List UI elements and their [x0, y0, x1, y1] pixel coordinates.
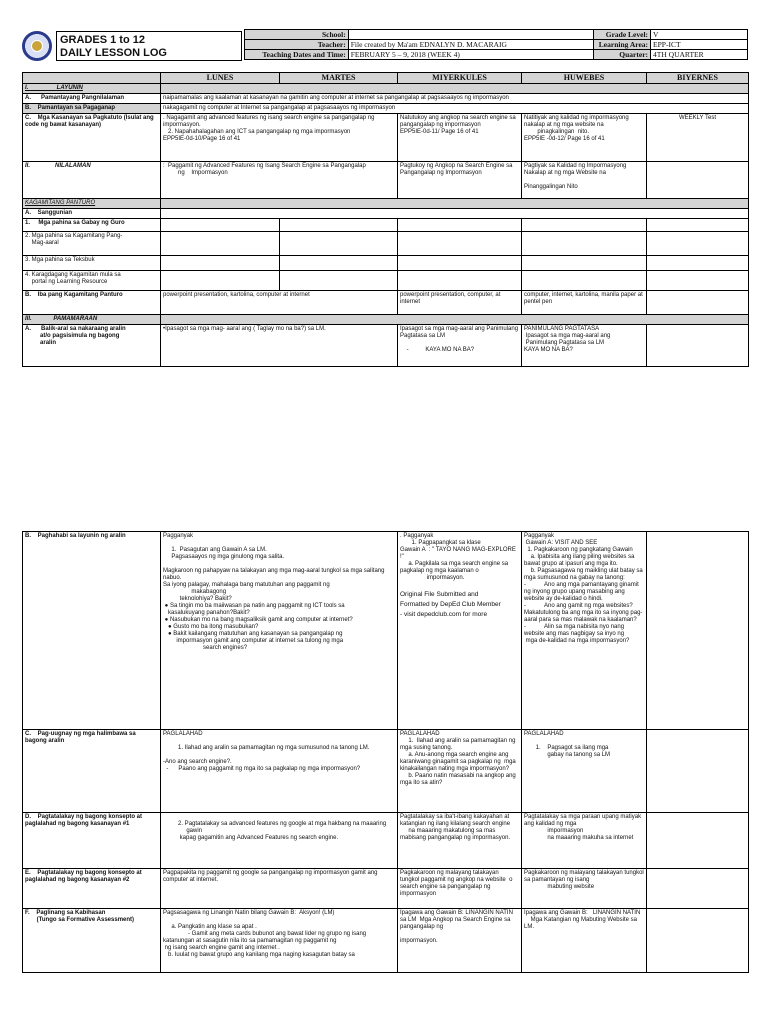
karagdagang-lunes	[161, 271, 280, 291]
school-value	[348, 30, 594, 40]
day-header-miyerkules: MIYERKULES	[398, 73, 522, 84]
pagtatalakay-2-biyernes	[647, 869, 749, 909]
gabay-miyerkules	[398, 219, 522, 232]
deped-seal-logo	[22, 31, 52, 61]
balik-aral-biyernes	[647, 325, 749, 367]
teksbuk-miyerkules	[398, 256, 522, 271]
corner-header-cell	[23, 73, 161, 84]
paghahabi-miyerkules-text: . Pagganyak 1. Pagpapangkat sa klase Gawain A : " TAYO NANG MAG-EXPLORE !" a. Pagkilala sa mga search engine sa pagkalap ng mga kaalaman o impormasyon.	[400, 533, 516, 581]
pamantayang-value: naipamamalas ang kaalaman at kasanayan na gamitin ang computer at internet sa pangangalap at pagsasaayos ng impormasyon	[161, 94, 749, 104]
kagamitang-pang-biyernes	[647, 232, 749, 256]
learning-area-label: Learning Area:	[594, 40, 651, 50]
paglinang-label: F. Paglinang sa Kabihasan (Tungo sa Formative Assessment)	[23, 909, 161, 973]
balik-aral-miyerkules: Ipasagot sa mga mag-aaral ang Panimulang Pagtatasa sa LM - KAYA MO NA BA?	[398, 325, 522, 367]
karagdagang-biyernes	[647, 271, 749, 291]
iba-pang-lunes: powerpoint presentation, kartolina, computer at internet	[161, 291, 398, 315]
paguugnay-huwebes: PAGLALAHAD 1. Pagsagot sa ilang mga gabay na tanong sa LM	[522, 730, 647, 813]
pagaganap-value: nakagagamit ng computer at Internet sa pangangalap at pagsasaayos ng impormasyon	[161, 104, 749, 114]
watermark-line-2: Formatted by DepEd Club Member	[400, 601, 501, 608]
gabay-huwebes	[522, 219, 647, 232]
balik-aral-lunes: •Ipasagot sa mga mag- aaral ang ( Taglay mo na ba?) sa LM.	[161, 325, 398, 367]
pamamaraan-heading-fill	[161, 315, 749, 325]
karagdagang-miyerkules	[398, 271, 522, 291]
pagaganap-label: B. Pamantayan sa Pagaganap	[23, 104, 161, 114]
teaching-dates-label: Teaching Dates and Time:	[245, 50, 349, 60]
gabay-label: 1. Mga pahina sa Gabay ng Guro	[23, 219, 161, 232]
grade-level-value: V	[651, 30, 748, 40]
sanggunian-fill	[161, 209, 749, 219]
teksbuk-martes	[280, 256, 398, 271]
balik-aral-huwebes: PANIMULANG PAGTATASA Ipasagot sa mga mag-aaral ang Panimulang Pagtatasa sa LM KAYA MO NA BA?	[522, 325, 647, 367]
day-header-lunes: LUNES	[161, 73, 280, 84]
day-header-huwebes: HUWEBES	[522, 73, 647, 84]
paghahabi-lunes: Pagganyak 1. Pasagutan ang Gawain A sa LM. Pagsasaayos ng mga ginulong mga salita. Magkaroon ng pahapyaw na talakayan ang mga mag-aaral tungkol sa mga salitang nabuo. Sa iyong palagay, mahalaga bang matutuhan ang paggamit ng makabagong teknolohiya? Bakit? ● Sa tingin mo ba maiiwasan pa natin ang paggamit ng ICT tools sa kasalukuyang panahon?Bakit? ● Nasubukan mo na bang magsaliksik gamit ang computer at internet? ● Gusto mo ba itong masubukan? ● Bakit kailangang matutuhan ang kasanayan sa pangangalap ng impormasyon gamit ang computer at internet sa tulong ng mga search engines?	[161, 532, 398, 730]
header-info-table	[244, 29, 748, 60]
paglinang-huwebes: Ipagawa ang Gawain B: LINANGIN NATIN Mga Katangian ng Mabuting Website sa LM.	[522, 909, 647, 973]
teksbuk-lunes	[161, 256, 280, 271]
kagamitang-pang-lunes	[161, 232, 280, 256]
day-header-biyernes: BIYERNES	[647, 73, 749, 84]
teacher-label: Teacher:	[245, 40, 349, 50]
iba-pang-biyernes	[647, 291, 749, 315]
pamamaraan-heading: III. PAMAMARAAN	[23, 315, 161, 325]
quarter-value: 4TH QUARTER	[651, 50, 748, 60]
gabay-biyernes	[647, 219, 749, 232]
kagamitang-pang-label: 2. Mga pahina sa Kagamitang Pang- Mag-aaral	[23, 232, 161, 256]
gabay-martes	[280, 219, 398, 232]
kasanayan-miyerkules: Natutukoy ang angkop na search engine sa pangangalap ng impormasyon EPP5IE-0d-11/ Page 16 of 41	[398, 114, 522, 162]
teksbuk-biyernes	[647, 256, 749, 271]
nilalaman-biyernes	[647, 162, 749, 199]
kagamitang-panturo-heading: KAGAMITANG PANTURO	[23, 199, 161, 209]
school-label: School:	[245, 30, 349, 40]
pagtatalakay-1-lunes: 2. Pagtatalakay sa advanced features ng google at mga hakbang na maaaring gawin kapag gagamitin ang Advanced Features ng search engine.	[161, 813, 398, 869]
paghahabi-huwebes: Pagganyak Gawain A: VISIT AND SEE 1. Pagkakaroon ng pangkatang Gawain a. Ipabisita ang ilang piling websites sa bawat grupo at ipasuri ang mga ito. b. Pagsasagawa ng maikling ulat batay sa mga sumusunod na gabay na tanong: - Ano ang mga pamantayang ginamit ng inyong grupo upang masabing ang website ay de-kalidad o hindi. - Ano ang gamit ng mga websites? Makatutulong ba ang mga ito sa inyong pag-aaral para sa mas malawak na kaalaman? - Alin sa mga nabisita nyo nang website ang mas nagbigay sa inyo ng mga de-kalidad na mga impormasyon?	[522, 532, 647, 730]
paguugnay-label: C. Pag-uugnay ng mga halimbawa sa bagong aralin	[23, 730, 161, 813]
paghahabi-label: B. Paghahabi sa layunin ng aralin	[23, 532, 161, 730]
pagtatalakay-1-huwebes: Pagtatalakay sa mga paraan upang matiyak ang kalidad ng mga impormasyon na maaaring makuha sa internet	[522, 813, 647, 869]
teaching-dates-value: FEBRUARY 5 – 9, 2018 (WEEK 4)	[348, 50, 594, 60]
lesson-log-header	[20, 29, 748, 69]
lesson-plan-table-top	[22, 72, 749, 367]
kasanayan-huwebes: Natitiyak ang kalidad ng impormasyong nakalap at ng mga website na pinagkalingan nito. EPP5IE -0d-12/ Page 16 of 41	[522, 114, 647, 162]
paguugnay-biyernes	[647, 730, 749, 813]
paglinang-biyernes	[647, 909, 749, 973]
grade-level-label: Grade Level:	[594, 30, 651, 40]
watermark-line-3: - visit depedclub.com for more	[400, 611, 488, 618]
nilalaman-label: II. NILALAMAN	[23, 162, 161, 199]
paguugnay-miyerkules: PAGLALAHAD 1. Ilahad ang aralin sa pamamagitan ng mga susing tanong. a. Anu-anong mga search engine ang karaniwang ginagamit sa pagkalap ng mga kinakailangan nating mga impormasyon? b. Paano natin masasabi na angkop ang mga ito sa atin?	[398, 730, 522, 813]
paglinang-lunes: Pagsasagawa ng Linangin Natin bilang Gawain B: Aksyon! (LM) a. Pangkatin ang klase sa apat . - Gamit ang meta cards bubunot ang bawat lider ng grupo ng isang katanungan at sasagutin nila ito sa pamamagitan ng paggamit ng ng isang search engine gamit ang internet . b. Iuulat ng bawat grupo ang kanilang mga naging kasagutan batay sa	[161, 909, 398, 973]
kagamitang-pang-miyerkules	[398, 232, 522, 256]
kasanayan-biyernes: WEEKLY Test	[647, 114, 749, 162]
karagdagang-label: 4. Karagdagang Kagamitan mula sa portal ng Learning Resource	[23, 271, 161, 291]
teksbuk-huwebes	[522, 256, 647, 271]
kagamitang-pang-martes	[280, 232, 398, 256]
pagtatalakay-1-biyernes	[647, 813, 749, 869]
title-line-2: DAILY LESSON LOG	[60, 47, 167, 59]
paghahabi-biyernes	[647, 532, 749, 730]
kasanayan-label: C. Mga Kasanayan sa Pagkatuto (Isulat ang code ng bawat kasanayan)	[23, 114, 161, 162]
day-header-martes: MARTES	[280, 73, 398, 84]
quarter-label: Quarter:	[594, 50, 651, 60]
karagdagang-martes	[280, 271, 398, 291]
teacher-value: File created by Ma'am EDNALYN D. MACARAIG	[348, 40, 594, 50]
pagtatalakay-2-miyerkules: Pagkakaroon ng malayang talakayan tungkol paggamit ng angkop na website o search engine sa pangangalap ng impormasyon	[398, 869, 522, 909]
pagtatalakay-2-label: E. Pagtatalakay ng bagong konsepto at paglalahad ng bagong kasanayan #2	[23, 869, 161, 909]
pagtatalakay-1-miyerkules: Pagtatalakay sa iba't-ibang kakayahan at katangian ng ilang kilalang search engine na maaaring makatulong sa mas mabisang pangangalap ng impormasyon.	[398, 813, 522, 869]
paguugnay-lunes: PAGLALAHAD 1. Ilahad ang aralin sa pamamagitan ng mga sumusunod na tanong LM. -Ano ang search engine?. - Paano ang paggamit ng mga ito sa pagkalap ng mga impormasyon?	[161, 730, 398, 813]
title-box	[56, 31, 242, 61]
pagtatalakay-1-label: D. Pagtatalakay ng bagong konsepto at paglalahad ng bagong kasanayan #1	[23, 813, 161, 869]
kagamitang-pang-huwebes	[522, 232, 647, 256]
layunin-heading: I. LAYUNIN	[23, 84, 161, 94]
kagamitang-heading-fill	[161, 199, 749, 209]
watermark-note	[400, 590, 519, 620]
iba-pang-miyerkules: powerpoint presentation, computer, at internet	[398, 291, 522, 315]
title-line-1: GRADES 1 to 12	[60, 34, 145, 46]
iba-pang-label: B. Iba pang Kagamitang Panturo	[23, 291, 161, 315]
kasanayan-lunes: . Nagagamit ang advanced features ng isang search engine sa pangangalap ng impormasyon. 2. Napahahalagahan ang ICT sa pangangalap ng mga impormasyon EPP5IE-0d-10/Page 16 of 41	[161, 114, 398, 162]
iba-pang-huwebes: computer, internet, kartolina, manila paper at pentel pen	[522, 291, 647, 315]
nilalaman-huwebes: Pagtiyak sa Kalidad ng Impormasyong Nakalap at ng mga Website na Pinanggalingan Nito	[522, 162, 647, 199]
balik-aral-label: A. Balik-aral sa nakaraang aralin at/o pagsisimula ng bagong aralin	[23, 325, 161, 367]
nilalaman-lunes: : Paggamit ng Advanced Features ng Isang Search Engine sa Pangangalap ng Impormasyon	[161, 162, 398, 199]
layunin-heading-fill	[161, 84, 749, 94]
teksbuk-label: 3. Mga pahina sa Teksbuk	[23, 256, 161, 271]
sanggunian-label: A. Sanggunian	[23, 209, 161, 219]
pamantayang-label: A. Pamantayang Pangnilalaman	[23, 94, 161, 104]
lesson-plan-table-bottom	[22, 531, 749, 973]
pagtatalakay-2-lunes: Pagpapakita ng paggamit ng google sa pangangalap ng impormasyon gamit ang computer at internet.	[161, 869, 398, 909]
gabay-lunes	[161, 219, 280, 232]
paglinang-miyerkules: Ipagawa ang Gawain B: LINANGIN NATIN sa LM Mga Angkop na Search Engine sa pangangalap ng impormasyon.	[398, 909, 522, 973]
learning-area-value: EPP-ICT	[651, 40, 748, 50]
karagdagang-huwebes	[522, 271, 647, 291]
pagtatalakay-2-huwebes: Pagkakaroon ng malayang talakayan tungkol sa pamantayan ng isang mabuting website	[522, 869, 647, 909]
watermark-line-1: Original File Submitted and	[400, 591, 479, 598]
nilalaman-miyerkules: Pagtukoy ng Angkop na Search Engine sa Pangangalap ng Impormasyon	[398, 162, 522, 199]
paghahabi-miyerkules	[398, 532, 522, 730]
